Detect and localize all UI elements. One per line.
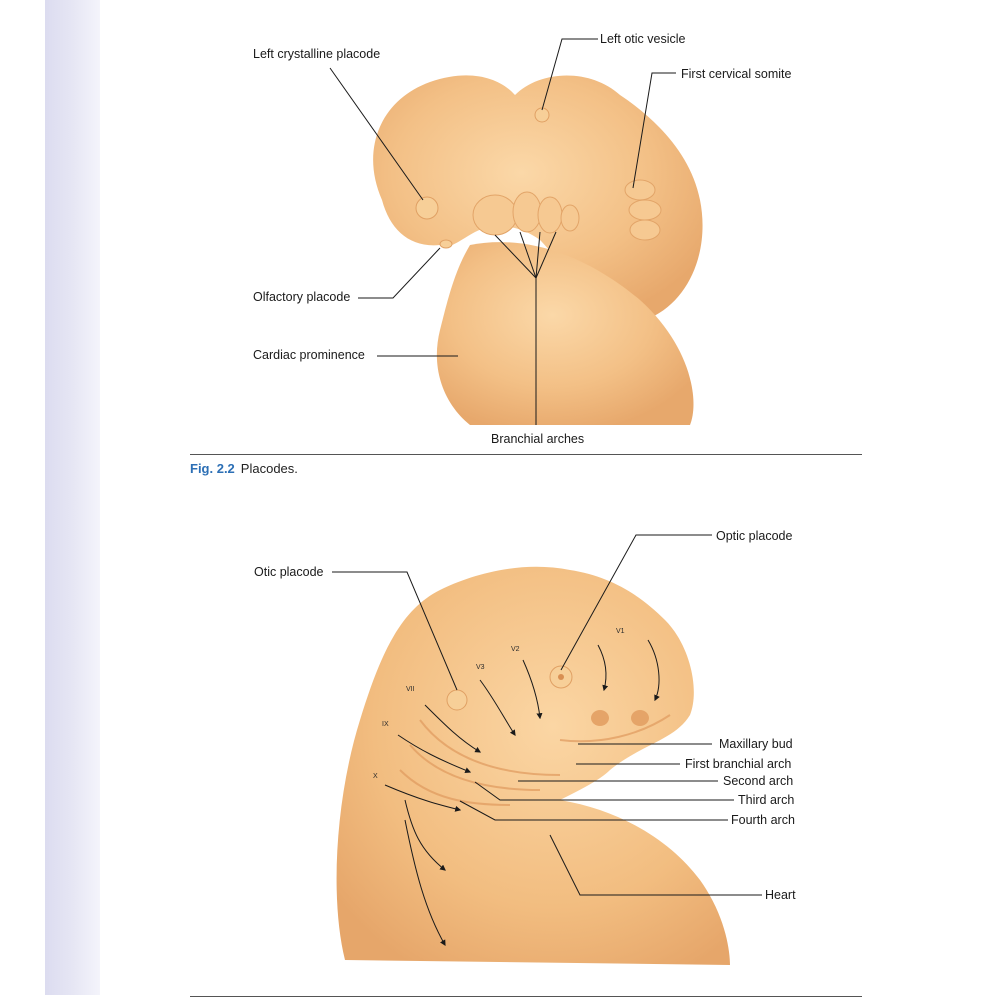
label-second-arch: Second arch xyxy=(723,774,794,788)
label-otic-placode: Otic placode xyxy=(254,565,324,579)
nerve-label-ix: IX xyxy=(382,721,389,728)
embryo-figure-2 xyxy=(332,535,762,965)
label-first-branchial-arch: First branchial arch xyxy=(685,757,792,771)
label-left-otic-vesicle: Left otic vesicle xyxy=(600,32,686,46)
nerve-label-v2: V2 xyxy=(511,646,520,653)
somite-1 xyxy=(625,180,655,200)
arch-bump-3 xyxy=(538,197,562,233)
arch-bump-4 xyxy=(561,205,579,231)
nerve-label-v3: V3 xyxy=(476,664,485,671)
figure-2-rule xyxy=(190,996,862,997)
label-branchial-arches: Branchial arches xyxy=(491,432,585,446)
figure-caption xyxy=(190,461,298,476)
label-fourth-arch: Fourth arch xyxy=(731,813,795,827)
nerve-label-vii: VII xyxy=(406,686,415,693)
label-maxillary-bud: Maxillary bud xyxy=(719,737,793,751)
arch-bump-1 xyxy=(473,195,517,235)
label-olfactory-placode: Olfactory placode xyxy=(253,290,351,304)
caption-text: Placodes. xyxy=(240,461,298,476)
nasal-pit-1 xyxy=(591,710,609,726)
label-left-crystalline-placode: Left crystalline placode xyxy=(253,47,381,61)
label-optic-placode: Optic placode xyxy=(716,529,793,543)
nerve-label-x: X xyxy=(373,773,378,780)
label-first-cervical-somite: First cervical somite xyxy=(681,67,792,81)
arch-bump-2 xyxy=(513,192,541,232)
crystalline-placode xyxy=(416,197,438,219)
embryo-2-body xyxy=(337,567,730,965)
label-heart: Heart xyxy=(765,888,796,902)
label-third-arch: Third arch xyxy=(738,793,795,807)
label-cardiac-prominence: Cardiac prominence xyxy=(253,348,365,362)
embryo-figure-1 xyxy=(330,39,703,425)
nerve-label-v1: V1 xyxy=(616,628,625,635)
somite-3 xyxy=(630,220,660,240)
somite-2 xyxy=(629,200,661,220)
figure-1-rule xyxy=(190,454,862,455)
nasal-pit-2 xyxy=(631,710,649,726)
otic-vesicle xyxy=(535,108,549,122)
olfactory-placode xyxy=(440,240,452,248)
caption-number: Fig. 2.2 xyxy=(190,461,235,476)
otic-placode-shape xyxy=(447,690,467,710)
